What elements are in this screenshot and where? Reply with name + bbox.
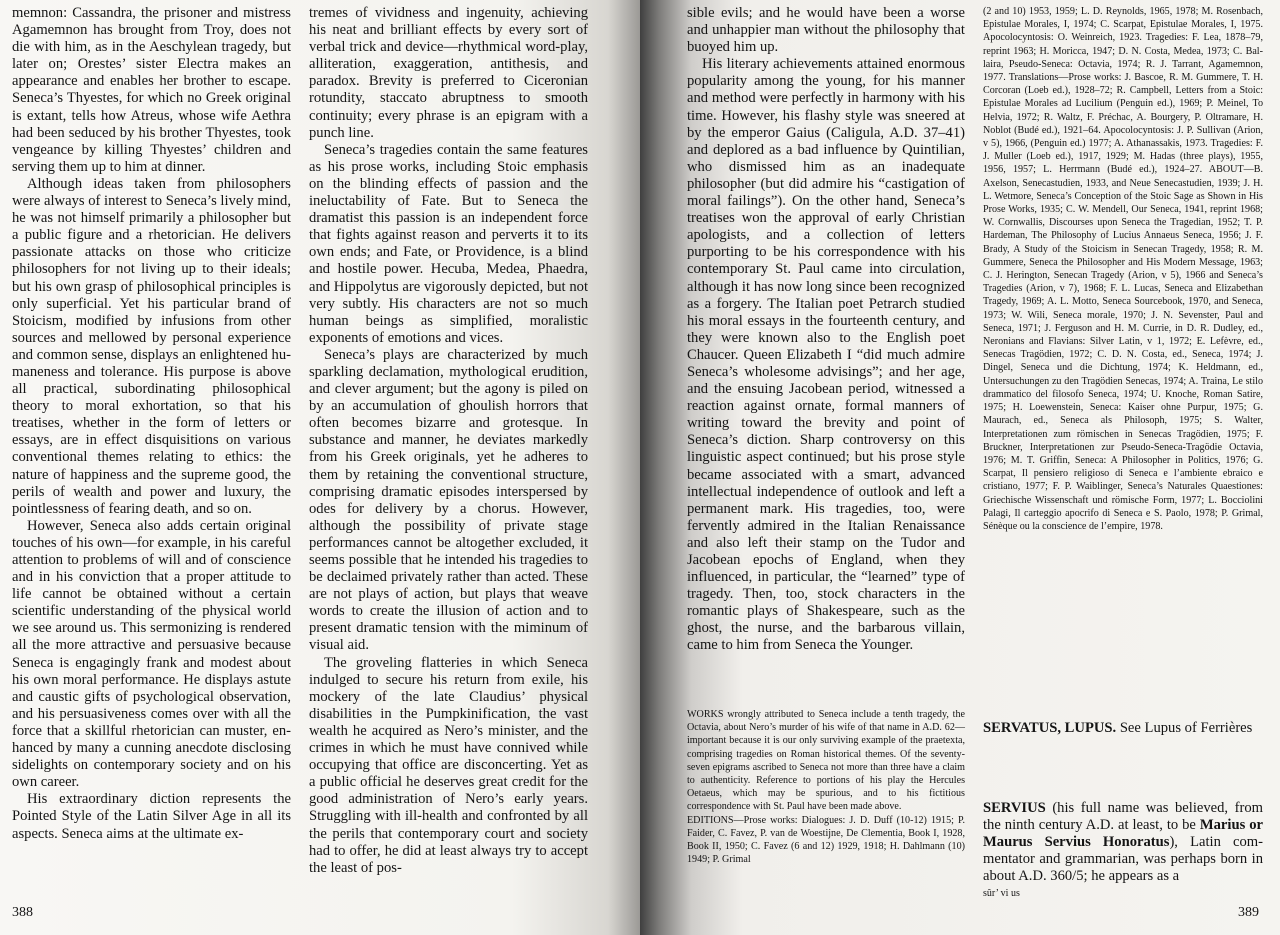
entry-headword: SERVIUS [983, 800, 1046, 816]
paragraph: Seneca’s plays are characterized by much sparkling declamation, mythological erudition, and clever argument; but the agony is piled on by an accumulation of ghoulish horrors that often becomes bizarre and grotesque. In substance and manner, he deviates markedly from his Greek originals, yet he adheres to them by retaining the conventional structure, comprising dramatic episodes interspersed by odes for delivery by a chorus. However, although the possibility of private stage performances cannot be altogether excluded, it seems possible that he intended his tragedies to be declaimed privately rather than acted. These are not plays of action, but plays that weave words to create the illusion of action and to present dramatic tension with the miminum of visual aid. [309, 346, 588, 654]
entry-text: (his full name was believed, from the ninth century A.D. at least, to be [983, 800, 1263, 834]
entry-headword: SERVATUS, LUPUS. [983, 720, 1117, 736]
paragraph: However, Seneca also adds certain original touches of his own—for example, in his careful attention to problems of will and of conscience and in his conviction that a proper attitude to life cannot be obtained without a certain scientific understanding of the physical world we see around us. This sermonizing is rendered all the more attractive and persuasive because Seneca is engagingly frank and modest about his own moral performance. He displays astute and caustic gifts of psychological observation, and his persuasiveness comes over with all the force that a skillful rhetorician can muster, enhanced by many a cunning anecdote disclosing sidelights on contemporary society and on his own career. [12, 517, 291, 791]
entry-fullname: Marius or Maurus Servius Honoratus [983, 817, 1263, 851]
paragraph: Although ideas taken from philosophers were always of interest to Seneca’s lively mind, he was not himself primarily a philosopher but a public figure and a rhetorician. He delivers passionate attacks on those who criticize philosophers for not living up to their ideals; but his own grasp of philosophical principles is only superficial. Yet his particular brand of Stoicism, modified by infusions from other sources and mellowed by personal experience and common sense, displays an enlightened humaneness and tolerance. His purpose is above all practical, subordinating philosophical theory to moral exhortation, so that his treatises, whether in the form of letters or essays, are in effect disquisitions on various conventional themes relating to ethics: the nature of happiness and the supreme good, the perils of wealth and power and luxury, the pointlessness of fearing death, and so on. [12, 175, 291, 517]
paragraph: His extraordinary diction represents the Pointed Style of the Latin Silver Age in all its aspects. Seneca aims at the ultimate ex- [12, 791, 291, 842]
page-number-right: 389 [1238, 905, 1259, 920]
text-column-1 [12, 5, 291, 843]
cut-off-line: sûr’ vi us [983, 888, 1020, 900]
paragraph: The groveling flatteries in which Seneca indulged to secure his return from exile, his mockery of the late Claudius’ physical disabilities in the Pumpkinification, the vast wealth he acquired as Nero’s minister, and the crimes in which he must have connived while occupying that office are disconcerting. Yet as a public official he deserves great credit for the good administration of Nero’s early years. Struggling with ill-health and confronted by all the perils that contemporary court and society had to offer, he did at least always try to accept the least of pos- [309, 654, 588, 876]
page-number-left: 388 [12, 905, 33, 920]
editions-paragraph: EDITIONS—Prose works: Dialogues: J. D. Duff (10-12) 1915; P. Faider, C. Favez, P. van de Woestijne, De Clementia, Book I, 1928, Book II, 1950; C. Favez (6 and 12) 1929, 1918; H. Dahlmann (10) 1949; P. Grimal [687, 814, 965, 866]
text-column-3 [687, 5, 965, 655]
paragraph: tremes of vividness and ingenuity, achieving his neat and brilliant effects by every sort of verbal trick and device—rhythmical word-play, alliteration, exaggeration, antithesis, and paradox. Brevity is preferred to Ciceronian rotundity, staccato abruptness to smooth continuity; every phrase is an epigram with a punch line. [309, 5, 588, 141]
entry-servius [983, 800, 1263, 903]
paragraph: sible evils; and he would have been a worse and unhappier man without the philosophy that buoyed him up. [687, 5, 965, 56]
paragraph: memnon: Cassandra, the prisoner and mistress Agamemnon has brought from Troy, does not die with him, as in the Aeschylean tragedy, but later on; Orestes’ sister Electra makes an appearance and enables her brother to escape. Seneca’s Thyestes, for which no Greek original is extant, tells how Atreus, whose wife Aethra had been seduced by his brother Thyestes, took vengeance by killing Thyestes’ children and serving them up to him at dinner. [12, 5, 291, 175]
entry-text: See Lupus of Ferrières [1116, 720, 1253, 736]
works-notes [687, 708, 965, 866]
paragraph: His literary achievements attained enormous popularity among the young, for his manner and method were perfectly in harmony with his time. However, his flashy style was sneered at by the emperor Gaius (Caligula, A.D. 37–41) and deplored as a bad influence by Quintilian, who dismissed him as an inadequate philosopher (but did admire his “castigation of moral failings”). On the other hand, Seneca’s treatises won the approval of early Christian apologists, and a collection of letters purporting to be his correspondence with his contemporary St. Paul came into circulation, although it has now long since been recognized as a forgery. The Italian poet Petrarch studied his moral essays in the fourteenth century, and they were known also to the English poet Chaucer. Queen Elizabeth I “did much admire Seneca’s wholesome advisings”; and her age, and the ensuing Jacobean period, witnessed a reaction against ornate, formal manners of writing toward the brevity and point of Seneca’s diction. Sharp controversy on this linguistic aspect continued; but his prose style became associated with a smart, advanced intellectual independence of outlook and left a permanent mark. His tragedies, too, were fervently admired in the Italian Renaissance and also left their stamp on the Tudor and Jacobean epochs of England, when they influenced, in particular, the “learned” type of tragedy. Then, too, stock characters in the romantic plays of Shakespeare, such as the ghost, the nurse, and the barbarous villain, came to him from Seneca the Younger. [687, 56, 965, 654]
bibliography-column [983, 5, 1263, 533]
paragraph: Seneca’s tragedies contain the same features as his prose works, including Stoic emphasis on the blinding effects of passion and the ineluctability of Fate. But to Seneca the dramatist this passion is an independent force that fights against reason and perverts it to its own ends; and Fate, or Providence, is a blind and hostile power. Hecuba, Medea, Phaedra, and Hippolytus are vigorously depicted, but not very subtly. His characters are not so much human beings as simplified, moralistic exponents of emotions and vices. [309, 141, 588, 346]
entry-servatus [983, 720, 1263, 737]
works-paragraph: WORKS wrongly attributed to Seneca include a tenth tragedy, the Octavia, about Nero’s murder of his wife of that name in A.D. 62—important because it is our only surviving example of the praetexta, comprising tragedies on Roman historical themes. Of the seventy-seven epigrams ascribed to Seneca not more than three have a claim to authenticity. Reference to portions of his play the Hercules Oetaeus, which may be spurious, and to his fictitious correspondence with St. Paul have been made above. [687, 709, 965, 813]
entry-text: ), Latin commentator and grammarian, was perhaps born in about A.D. 360/5; he appears as a [983, 834, 1264, 885]
bibliography-text: (2 and 10) 1953, 1959; L. D. Reynolds, 1965, 1978; M. Rosenbach, Epistulae Morales, I, 1974; C. Scarpat, Epistulae Morales, I, 1975. Apocolocyntosis: O. Weinreich, 1923. Tragedies: F. Lea, 1878–79, reprint 1963; H. Moricca, 1947; D. N. Costa, Medea, 1973; C. Ballaira, Pseudo-Seneca: Octavia, 1974; R. J. Tarrant, Agamemnon, 1977. Translations—Prose works: J. Bascoe, R. M. Gummere, T. H. Corcoran (Loeb ed.), 1928–72; R. Campbell, Letters from a Stoic: Epistulae Morales ad Lucilium (Penguin ed.), 1969; P. Meinel, To Helvia, 1972; R. Waltz, F. Préchac, A. Bourgery, P. Oltramare, H. Noblot (Budé ed.), 1921–64. Apocolocyntosis: J. P. Sullivan (Arion, v 5), 1966, (Penguin ed.) 1977; A. Athanassakis, 1973. Tragedies: F. J. Muller (Loeb ed.), 1917, 1929; M. Hadas (three plays), 1955, 1956, 1957; L. Herrmann (Budé ed.), 1924–27. ABOUT—B. Axelson, Senecastudien, 1933, and Neue Senecastudien, 1939; J. H. L. Wetmore, Seneca’s Conception of the Stoic Sage as Shown in His Prose Works, 1935; C. W. Mendell, Our Seneca, 1941, reprint 1968; W. Cornwallis, Discourses upon Seneca the Tragedian, 1952; T. P. Hardeman, The Philosophy of Lucius Annaeus Seneca, 1956; J. F. Brady, A Study of the Stoicism in Senecan Tragedy, 1958; R. M. Gummere, Seneca the Philosopher and His Modern Message, 1963; C. J. Herington, Senecan Tragedy (Arion, v 5), 1966 and Seneca’s Tragedies (Arion, v 7), 1968; F. L. Lucas, Seneca and Elizabethan Tragedy, 1969; A. L. Motto, Seneca Sourcebook, 1970, and Seneca, 1973; W. Wili, Seneca morale, 1970; J. N. Sevenster, Paul and Seneca, 1971; J. Ferguson and H. M. Currie, in D. R. Dudley, ed., Neronians and Flavians: Silver Latin, v 1, 1972; E. Lefèvre, ed., Senecas Tragödien, 1972; C. D. N. Costa, ed., Seneca, 1974; J. Dingel, Seneca und die Dichtung, 1974; K. Heldmann, ed., Untersuchungen zu den Tragödien Senecas, 1974; A. Traina, Le stilo drammatico del filosofo Seneca, 1974; U. Knoche, Roman Satire, 1975; H. Loewenstein, Seneca: Kaiser ohne Purpur, 1975; G. Maurach, ed., Seneca als Philosoph, 1975; S. Walter, Interpretationen zum römischen in Senecas Tragödien, 1975; F. Bruckner, Interpretationen zur Pseudo-Seneca-Tragödie Octavia, 1976; M. T. Griffin, Seneca: A Philosopher in Politics, 1976; G. Scarpat, Il pensiero religioso di Seneca e l’ambiente ebraico e cristiano, 1977; F. P. Waiblinger, Seneca’s Naturales Quaestiones: Griechische Wissenschaft und römische Form, 1977; L. Bocciolini Palagi, Il carteggio apocrifo di Seneca e S. Paolo, 1978; P. Grimal, Sénèque ou la conscience de l’empire, 1978. [983, 6, 1263, 532]
text-column-2 [309, 5, 588, 877]
